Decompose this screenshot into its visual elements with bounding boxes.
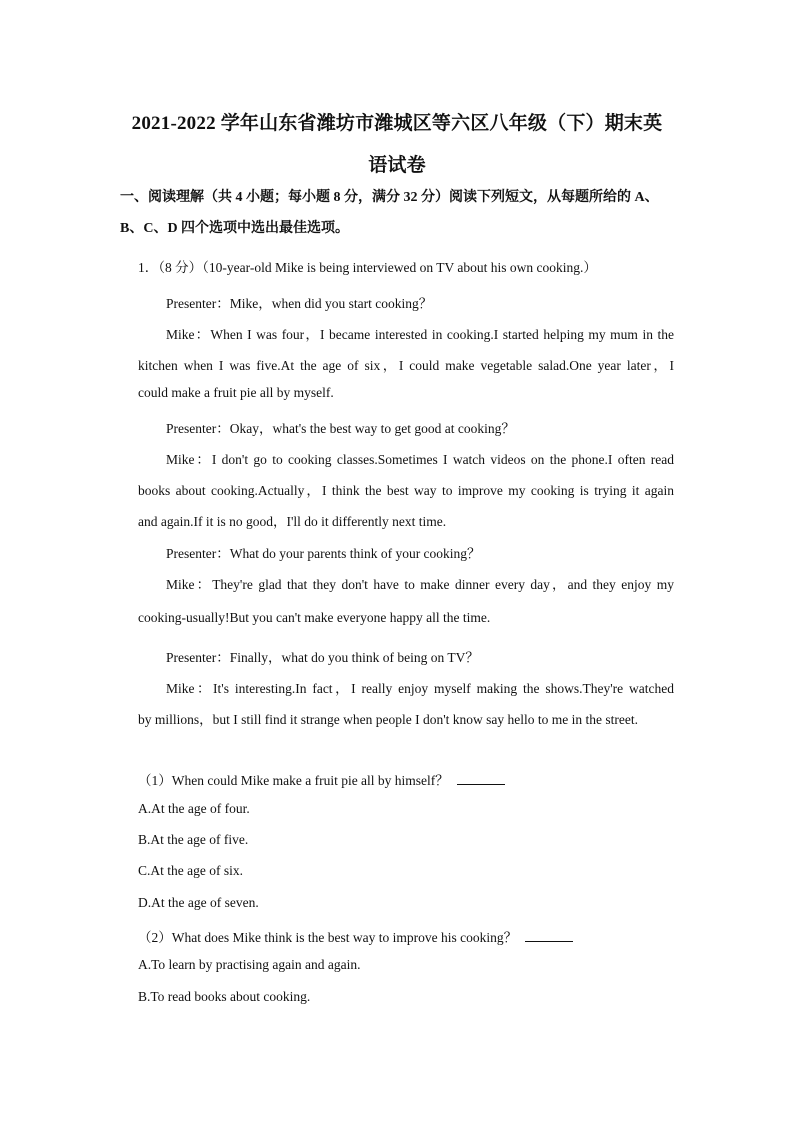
- option-b: B.At the age of five.: [138, 832, 249, 847]
- option-c: C.At the age of six.: [138, 863, 243, 878]
- section-header: 一、阅读理解（共 4 小题；每小题 8 分，满分 32 分）阅读下列短文，从每题所给的 A、B、C、D 四个选项中选出最佳选项。: [120, 190, 659, 236]
- dialogue-line: by millions，but I still find it strange when people I don't know say hello to me in the street.: [138, 712, 638, 727]
- sub-question-2-stem: （2）What does Mike think is the best way to improve his cooking？: [138, 930, 518, 945]
- dialogue-line: Mike：When I was four，I became interested in cooking.I started helping my mum in the: [166, 327, 674, 342]
- sub-question-2: [138, 926, 573, 946]
- option-a: A.At the age of four.: [138, 801, 250, 816]
- dialogue-line: Mike：I don't go to cooking classes.Sometimes I watch videos on the phone.I often read: [166, 452, 674, 467]
- option-b: B.To read books about cooking.: [138, 989, 311, 1004]
- dialogue-line: cooking-usually!But you can't make everyone happy all the time.: [138, 610, 491, 625]
- sub-question-1: [138, 769, 505, 789]
- answer-blank[interactable]: [525, 929, 573, 942]
- dialogue-line: Mike：They're glad that they don't have to make dinner every day，and they enjoy my: [166, 577, 674, 592]
- dialogue-line: could make a fruit pie all by myself.: [138, 385, 334, 400]
- dialogue-line: and again.If it is no good，I'll do it differently next time.: [138, 514, 447, 529]
- dialogue-line: kitchen when I was five.At the age of six，I could make vegetable salad.One year later，I: [138, 358, 674, 373]
- dialogue-line: Mike：It's interesting.In fact，I really enjoy myself making the shows.They're watched: [166, 681, 674, 696]
- document-title-line-2: 语试卷: [368, 155, 426, 176]
- question-1-intro: 1．（8 分）（10-year-old Mike is being interviewed on TV about his own cooking.）: [138, 260, 597, 275]
- option-d: D.At the age of seven.: [138, 895, 259, 910]
- answer-blank[interactable]: [457, 772, 505, 785]
- document-title-line-1: 2021-2022 学年山东省潍坊市潍城区等六区八年级（下）期末英: [131, 113, 663, 134]
- dialogue-line: books about cooking.Actually，I think the best way to improve my cooking is trying it again: [138, 483, 674, 498]
- dialogue-line: Presenter：Finally，what do you think of being on TV？: [166, 650, 479, 665]
- option-a: A.To learn by practising again and again.: [138, 957, 361, 972]
- dialogue-line: Presenter：What do your parents think of your cooking？: [166, 546, 481, 561]
- sub-question-1-stem: （1）When could Mike make a fruit pie all by himself？: [138, 773, 449, 788]
- dialogue-line: Presenter：Mike，when did you start cooking？: [166, 296, 433, 311]
- dialogue-line: Presenter：Okay，what's the best way to get good at cooking？: [166, 421, 515, 436]
